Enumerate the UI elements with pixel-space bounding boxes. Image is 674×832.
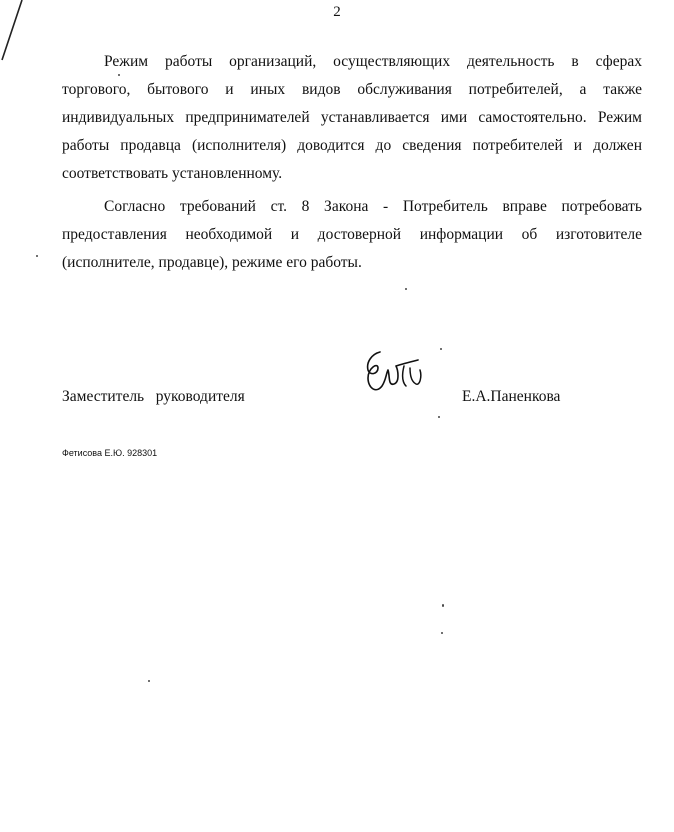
scan-speck xyxy=(36,255,38,257)
paragraph-line: работы продавца (исполнителя) доводится до сведения потребителей и должен xyxy=(62,137,642,154)
paragraph-line: (исполнителе, продавце), режиме его работы. xyxy=(62,254,362,271)
executor-note: Фетисова Е.Ю. 928301 xyxy=(62,448,158,458)
scan-speck xyxy=(118,74,120,76)
scan-speck xyxy=(438,416,440,418)
scan-speck xyxy=(442,604,444,607)
scan-speck xyxy=(440,348,442,350)
paragraph-line: соответствовать установленному. xyxy=(62,165,283,182)
paragraph-consumer-rights xyxy=(62,193,642,277)
paragraph-line: Режим работы организаций, осуществляющих деятельность в сферах xyxy=(104,53,642,70)
paragraph-line: торгового, бытового и иных видов обслуживания потребителей, а также xyxy=(62,81,642,98)
scan-speck xyxy=(405,288,407,290)
page-number: 2 xyxy=(333,4,341,20)
scan-speck xyxy=(441,632,443,634)
paragraph-working-hours xyxy=(62,48,642,188)
paragraph-line: Согласно требований ст. 8 Закона - Потребитель вправе потребовать xyxy=(104,198,642,215)
signature-block xyxy=(62,388,642,414)
signer-title: Заместитель руководителя xyxy=(62,388,245,405)
paragraph-line: предоставления необходимой и достоверной информации об изготовителе xyxy=(62,226,642,243)
scan-speck xyxy=(148,680,150,682)
paragraph-line: индивидуальных предпринимателей устанавливается ими самостоятельно. Режим xyxy=(62,109,642,126)
signer-name: Е.А.Паненкова xyxy=(462,388,561,405)
